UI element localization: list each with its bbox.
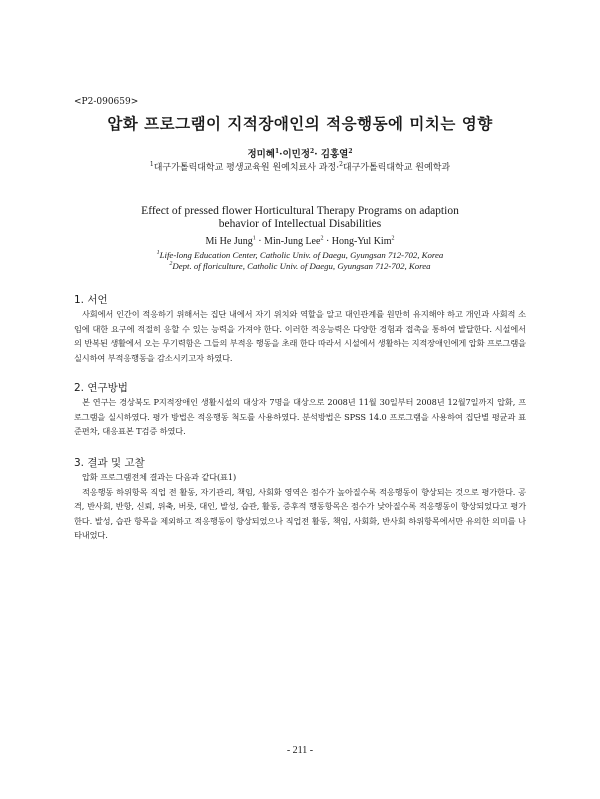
english-affiliation-2-text: Dept. of floriculture, Catholic Univ. of Daegu, Gyungsan 712-702, Korea <box>172 261 431 271</box>
results-paragraph-2: 적응행동 하위항목 직업 전 활동, 자기관리, 책임, 사회화 영역은 점수가 높아질수록 적응행동이 향상되는 것으로 평가한다. 공격, 반사회, 반항, 신뢰, 위축, 버릇, 대인, 발성, 습관, 활동, 증후적 행동항목은 점수가 낮아질수록 적응행동이 향상되었다고 평가한다. 발성, 습관 항목을 제외하고 적응행동이 향상되었으나 직업전 활동, 책임, 사회화, 반사회 하위항목에서만 유의한 의미를 나타내었다. <box>74 486 526 540</box>
section-heading-methods: 2. 연구방법 <box>74 382 128 394</box>
english-affiliation-1 <box>0 250 600 260</box>
methods-paragraph: 본 연구는 경상북도 P지적장애인 생활시설의 대상자 7명을 대상으로 2008년 11월 30일부터 2008년 12월7일까지 압화, 프로그램을 실시하였다. 평가 방법은 적응행동 척도를 사용하였다. 분석방법은 SPSS 14.0 프로그램을 사용하여 집단별 평균과 표준편차, 대응표본 T검증 하였다. <box>74 397 526 436</box>
korean-author-3: · 김홍열 <box>314 149 349 160</box>
english-title-line-2: behavior of Intellectual Disabilities <box>218 218 382 230</box>
introduction-paragraph: 사회에서 인간이 적응하기 위해서는 집단 내에서 자기 위치와 역할을 알고 대인관계를 원만히 유지해야 하고 개인과 사회적 소임에 대한 요구에 적절히 응할 수 있는 능력을 가져야 한다. 이러한 적응능력은 다양한 경험과 접촉을 통하여 발달한다. 시설에서의 반복된 생활에서 오는 무기력함은 그들의 부적응 행동을 초래 한다 따라서 시설에서 생활하는 지적장애인에게 압화 프로그램을 실시하여 부적응행동을 감소시키고자 하였다. <box>74 309 526 363</box>
section-heading-results: 3. 결과 및 고찰 <box>74 457 145 469</box>
affiliation-1-superscript: 1 <box>149 161 154 168</box>
english-title <box>0 205 600 231</box>
english-title-line-1: Effect of pressed flower Horticultural Therapy Programs on adaption <box>141 205 459 217</box>
english-affiliation-2 <box>0 261 600 271</box>
affiliation-2-superscript: 2 <box>339 161 343 168</box>
results-paragraph-1: 압화 프로그램전체 결과는 다음과 같다(표1) <box>82 472 237 482</box>
english-affiliation-1-superscript: 1 <box>156 250 160 257</box>
english-affiliation-2-superscript: 2 <box>169 261 173 268</box>
page-number: - 211 - <box>286 745 314 756</box>
english-author-3-superscript: 2 <box>391 235 395 242</box>
korean-author-1: 정미혜 <box>247 149 275 160</box>
korean-authors <box>0 146 600 160</box>
author-3-superscript: 2 <box>348 147 353 155</box>
korean-affiliation-1: 대구가톨릭대학교 평생교육원 원예치료사 과정· <box>153 163 340 173</box>
korean-affiliation <box>0 160 600 173</box>
korean-author-2: ·이민정 <box>279 149 311 160</box>
english-affiliation-1-text: Life-long Education Center, Catholic Univ. of Daegu, Gyungsan 712-702, Korea <box>159 250 444 260</box>
korean-title: 압화 프로그램이 지적장애인의 적응행동에 미치는 영향 <box>107 114 493 133</box>
author-1-superscript: 1 <box>274 147 280 155</box>
section-body-methods <box>74 395 526 439</box>
english-author-1-superscript: 1 <box>252 235 256 242</box>
paper-code: <P2-090659> <box>74 97 139 107</box>
section-body-introduction <box>74 307 526 365</box>
english-author-2-superscript: 2 <box>320 235 324 242</box>
english-author-3: · Hong-Yul Kim <box>323 236 392 247</box>
author-2-superscript: 2 <box>310 147 315 155</box>
korean-affiliation-2: 대구가톨릭대학교 원예학과 <box>342 163 451 173</box>
english-author-2: · Min-Jung Lee <box>255 236 321 247</box>
section-heading-introduction: 1. 서언 <box>74 294 108 306</box>
section-body-results <box>74 470 526 543</box>
english-author-1: Mi He Jung <box>205 236 253 247</box>
english-authors <box>0 236 600 247</box>
